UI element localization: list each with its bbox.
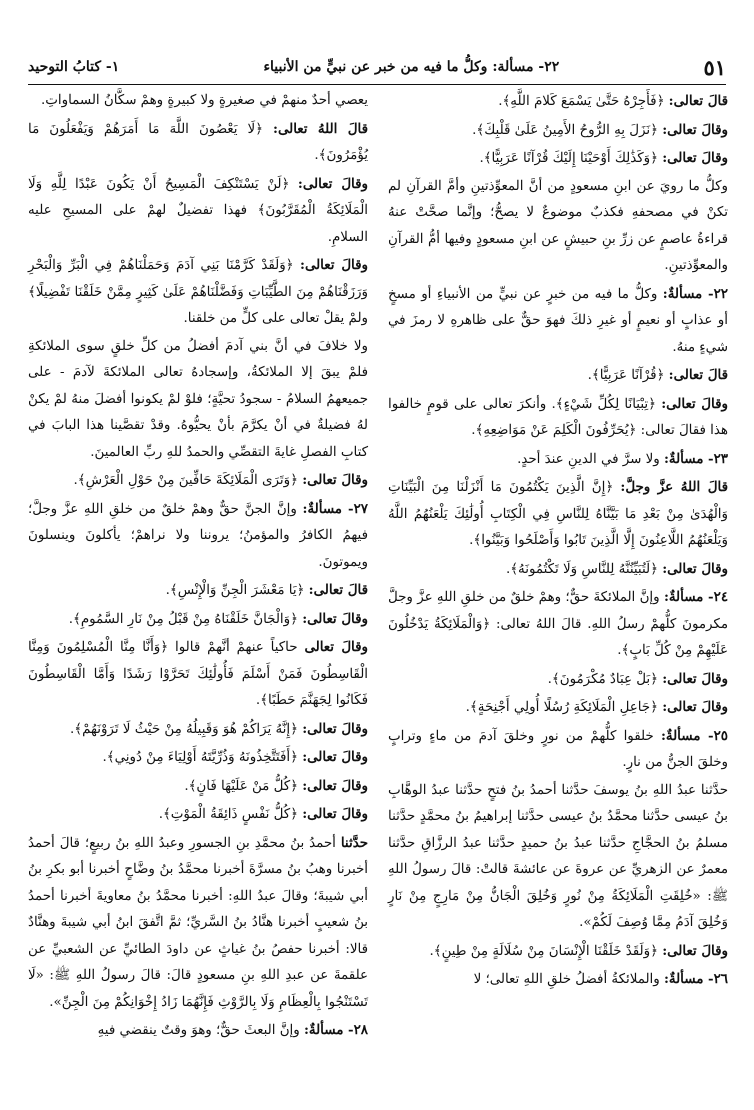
paragraph-lead: ٢٧- مسألةٌ: bbox=[302, 500, 368, 517]
paragraph bbox=[28, 634, 368, 715]
paragraph-lead: ٢٤- مسألةٌ: bbox=[663, 589, 729, 605]
paragraph-lead: وقالَ تعالى: bbox=[662, 699, 728, 715]
paragraph-text: ﴿لَتُبَيِّنُنَّهُ لِلنَّاسِ وَلَا تَكْتُمُونَهُ﴾. bbox=[505, 561, 663, 577]
paragraph-text: ﴿جَاعِلِ الْمَلَائِكَةِ رُسُلًا أُولِي أَجْنِحَةٍ﴾. bbox=[465, 700, 663, 715]
paragraph bbox=[388, 446, 728, 474]
paragraph-lead: وقالَ تعالى: bbox=[662, 670, 728, 687]
paragraph-lead: وقالَ تعالى: bbox=[302, 720, 368, 737]
paragraph-text: ﴿كُلُّ مَنْ عَلَيْهَا فَانٍ﴾. bbox=[184, 778, 303, 794]
paragraph-lead: وقالَ تعالى: bbox=[302, 472, 368, 488]
paragraph bbox=[388, 117, 728, 145]
paragraph-lead: ٢٥- مسألةٌ: bbox=[660, 727, 728, 744]
paragraph bbox=[28, 773, 368, 801]
paragraph-text: ﴿وَلَقَدْ خَلَقْنَا الْإِنْسَانَ مِنْ سُلَالَةٍ مِنْ طِينٍ﴾. bbox=[429, 943, 663, 959]
paragraph-text: وكلُّ ما فيه من خبرٍ عن نبيٍّ من الأنبياءِ أو مسخٍ أو عذابٍ أو نعيمٍ أو غيرِ ذلكَ فهوَ حقٌّ على ظاهرهِ لا رمزَ في شيءٍ منهُ. bbox=[388, 286, 728, 355]
paragraph-text: وإنَّ الملائكةَ حقٌّ؛ وهمْ خلقٌ من خلقِ اللهِ عزَّ وجلَّ مكرمونَ كلُّهمْ رسلُ اللهِ. قالَ اللهُ تعالى: ﴿وَالْمَلَائِكَةُ يَدْخُلُونَ عَلَيْهِمْ مِنْ كُلِّ بَابٍ﴾. bbox=[388, 590, 728, 658]
paragraph bbox=[28, 1017, 368, 1045]
paragraph-lead: وقالَ تعالى: bbox=[302, 806, 368, 822]
paragraph-text: ﴿فَأَجِرْهُ حَتَّىٰ يَسْمَعَ كَلامَ اللَّهِ﴾. bbox=[498, 94, 669, 109]
paragraph bbox=[28, 252, 368, 333]
paragraph-text: أحمدُ بنُ محمَّدِ بنِ الجسورِ وعبدُ اللهِ بنُ ربيعٍ؛ قالَ أحمدُ أخبرنا وهبُ بنُ مسرَّةَ أخبرنا محمَّدُ بنُ وضَّاحٍ أخبرنا أبو بكرِ بنُ أبي شيبةَ؛ وقالَ عبدُ اللهِ: أخبرنا محمَّدُ بنُ معاويةَ أخبرنا أحمدُ بنُ شعيبٍ أخبرنا هنَّادُ بنُ السَّريِّ؛ ثمَّ اتَّفقَ ابنُ أبي شيبةَ وهنَّادٌ قالا: أخبرنا حفصُ بنُ غياثٍ عن داودَ الطائيِّ عن الشعبيِّ عن علقمةَ عن عبدِ اللهِ بنِ مسعودٍ قالَ: قالَ رسولُ اللهِ ﷺ: «لَا تَسْتَنْجُوا بِالْعِظَامِ وَلَا بِالرَّوْثِ فَإِنَّهُمَا زَادُ إِخْوَانِكُمْ مِنَ الْجِنِّ». bbox=[28, 835, 368, 1010]
paragraph-text: حاكياً عنهمْ أنَّهمْ قالوا ﴿وَأَنَّا مِنَّا الْمُسْلِمُونَ وَمِنَّا الْقَاسِطُونَ فَمَنْ أَسْلَمَ فَأُولَٰئِكَ تَحَرَّوْا رَشَدًا وَأَمَّا الْقَاسِطُونَ فَكَانُوا لِجَهَنَّمَ حَطَبًا﴾. bbox=[28, 640, 368, 708]
paragraph bbox=[388, 391, 728, 445]
paragraph-text: ﴿لَنْ يَسْتَنْكِفَ الْمَسِيحُ أَنْ يَكُونَ عَبْدًا لِلَّهِ وَلَا الْمَلَائِكَةُ الْمُقَرَّبُونَ﴾ فهذا تفضيلٌ لهمْ على المسيحِ عليه السلامِ. bbox=[28, 176, 368, 245]
paragraph-text: ﴿بَلْ عِبَادٌ مُكْرَمُونَ﴾. bbox=[547, 671, 663, 687]
paragraph-text: ﴿وَالْجَانَّ خَلَقْنَاهُ مِنْ قَبْلُ مِنْ نَارِ السَّمُومِ﴾. bbox=[68, 611, 303, 627]
paragraph-text: خلقوا كلُّهمْ من نورٍ وخلقَ آدمَ من ماءٍ وترابٍ وخلقَ الجنُّ من نارٍ. bbox=[388, 728, 728, 770]
paragraph bbox=[28, 830, 368, 1017]
paragraph bbox=[28, 467, 368, 495]
page-header bbox=[28, 52, 726, 82]
paragraph-lead: وقالَ تعالى: bbox=[662, 560, 728, 577]
paragraph-lead: وقالَ تعالى: bbox=[661, 395, 728, 412]
paragraph bbox=[388, 556, 728, 584]
left-column bbox=[28, 88, 368, 1046]
paragraph bbox=[28, 116, 368, 170]
paragraph-lead: قالَ تعالى: bbox=[668, 367, 728, 383]
paragraph-lead: قالَ اللهُ عزَّ وجلَّ: bbox=[620, 479, 728, 495]
paragraph bbox=[388, 778, 728, 937]
paragraph-lead: وقالَ تعالى: bbox=[302, 610, 368, 627]
paragraph bbox=[388, 88, 728, 116]
paragraph bbox=[388, 584, 728, 665]
page-number: ٥١ bbox=[703, 54, 726, 80]
paragraph-text: حدَّثنا عبدُ اللهِ بنُ يوسفَ حدَّثنا أحمدُ بنُ فتحٍ حدَّثنا عبدُ الوهَّابِ بنُ عيسى حدَّثنا محمَّدُ بنُ عيسى حدَّثنا إبراهيمُ بنُ محمَّدٍ حدَّثنا مسلمُ بنُ الحجَّاجِ حدَّثنا عبدُ بنُ حميدٍ حدَّثنا عبدُ الرزَّاقِ حدَّثنا معمرٌ عن الزهريِّ عن عروةَ عن عائشةَ قالتْ: قالَ رسولُ اللهِ ﷺ: «خُلِقَتِ الْمَلَائِكَةُ مِنْ نُورٍ وَخُلِقَ الْجَانُّ مِنْ مَارِجٍ مِنْ نَارٍ وَخُلِقَ آدَمُ مِمَّا وُصِفَ لَكُمْ». bbox=[388, 782, 728, 930]
paragraph-lead: قالَ تعالى: bbox=[668, 93, 728, 109]
paragraph-text: ﴿كُلُّ نَفْسٍ ذَائِقَةُ الْمَوْتِ﴾. bbox=[158, 807, 303, 822]
paragraph-lead: ٢٢- مسألةٌ: bbox=[662, 285, 728, 302]
paragraph-lead: وقالَ تعالى: bbox=[300, 257, 368, 273]
paragraph-text: وكلُّ ما رويَ عن ابنِ مسعودٍ من أنَّ المعوِّذتينِ وأمَّ القرآنِ لم تكنْ في مصحفهِ فكذبٌ موضوعٌ لا يصحُّ؛ وإنَّما صحَّتْ عنهُ قراءةُ عاصمٍ عن زرِّ بنِ حبيشٍ عن ابنِ مسعودٍ وفيها أمُّ القرآنِ والمعوِّذتينِ. bbox=[388, 178, 728, 273]
paragraph-lead: ٢٨- مسألةٌ: bbox=[303, 1022, 368, 1038]
paragraph-lead: ٢٦- مسألةٌ: bbox=[663, 971, 728, 987]
paragraph bbox=[388, 174, 728, 280]
paragraph-lead: وقالَ تعالى: bbox=[302, 749, 368, 765]
paragraph-lead: وقالَ تعالى: bbox=[302, 777, 368, 794]
paragraph-lead: وقالَ تعالى bbox=[304, 639, 368, 655]
right-column bbox=[388, 88, 728, 995]
paragraph bbox=[388, 666, 728, 694]
paragraph-text: ﴿تِبْيَانًا لِكُلِّ شَيْءٍ﴾. وأنكرَ تعالى على قومٍ خالفوا هذا فقالَ تعالى: ﴿يُحَرِّفُونَ الْكَلِمَ عَنْ مَوَاضِعِهِ﴾. bbox=[388, 396, 728, 438]
paragraph bbox=[388, 723, 728, 777]
paragraph-text: ﴿قُرْآنًا عَرَبِيًّا﴾. bbox=[587, 368, 669, 383]
paragraph bbox=[28, 577, 368, 605]
book-title: ١- كتابُ التوحيد bbox=[28, 59, 120, 75]
paragraph bbox=[28, 606, 368, 634]
paragraph-lead: وقالَ تعالى: bbox=[662, 942, 728, 959]
paragraph bbox=[388, 694, 728, 722]
paragraph bbox=[388, 938, 728, 966]
paragraph bbox=[28, 496, 368, 577]
paragraph bbox=[28, 744, 368, 772]
paragraph-lead: قالَ اللهُ تعالى: bbox=[273, 120, 368, 137]
paragraph bbox=[28, 171, 368, 252]
paragraph bbox=[28, 716, 368, 744]
paragraph-lead: حدَّثنا bbox=[340, 834, 368, 851]
running-title: ٢٢- مسألة: وكلُّ ما فيه من خبر عن نبيٍّ من الأنبياء bbox=[263, 59, 560, 75]
paragraph bbox=[388, 145, 728, 173]
paragraph-text: ولا سرَّ في الدينِ عندَ أحدٍ. bbox=[517, 451, 664, 467]
paragraph bbox=[388, 966, 728, 994]
paragraph-text: وإنَّ الجنَّ حقٌّ وهمْ خلقٌ من خلقِ اللهِ عزَّ وجلَّ؛ فيهمُ الكافرُ والمؤمنُ؛ يروننا ولا نراهمْ؛ يأكلونَ وينسلونَ ويموتونَ. bbox=[28, 501, 368, 570]
paragraph bbox=[388, 474, 728, 555]
paragraph-lead: وقالَ تعالى: bbox=[662, 121, 728, 138]
paragraph-text: ﴿لَا يَعْصُونَ اللَّهَ مَا أَمَرَهُمْ وَيَفْعَلُونَ مَا يُؤْمَرُونَ﴾. bbox=[28, 121, 368, 163]
paragraph bbox=[28, 334, 368, 467]
paragraph bbox=[28, 801, 368, 829]
paragraph-lead: وقالَ تعالى: bbox=[297, 175, 368, 192]
paragraph-lead: قالَ تعالى: bbox=[308, 582, 368, 598]
paragraph bbox=[388, 281, 728, 362]
paragraph-text: والملائكةُ أفضلُ خلقِ اللهِ تعالى؛ لا bbox=[473, 972, 664, 987]
paragraph-lead: وقالَ تعالى: bbox=[662, 150, 728, 166]
paragraph-text: وإنَّ البعثَ حقٌّ؛ وهوَ وقتٌ ينقضي فيهِ bbox=[97, 1023, 304, 1038]
paragraph-text: ﴿إِنَّهُ يَرَاكُمْ هُوَ وَقَبِيلُهُ مِنْ حَيْثُ لَا تَرَوْنَهُمْ﴾. bbox=[70, 721, 303, 737]
paragraph-lead: ٢٣- مسألةٌ: bbox=[663, 450, 728, 467]
paragraph bbox=[28, 88, 368, 115]
paragraph-text: ﴿نَزَلَ بِهِ الرُّوحُ الأَمِينُ عَلَىٰ قَلْبِكَ﴾. bbox=[472, 122, 663, 138]
paragraph-text: ولا خلافَ في أنَّ بني آدمَ أفضلُ من كلِّ خلقٍ سوى الملائكةِ فلمْ يبقَ إلا الملائكةُ، وإسجادهُ تعالى الملائكةَ لآدمَ - على جميعهمُ السلامُ - سجودُ تحيَّةٍ؛ فلوْ لمْ يكونوا أفضلَ منهُ لمْ يكنْ لهُ فضيلةٌ في أنْ يكرَّمَ بأنْ يحيُّوهُ. وقدْ تقصَّينا هذا البابَ في كتابِ الفصلِ غايةَ التقصِّي والحمدُ للهِ ربِّ العالمينَ. bbox=[28, 338, 368, 460]
paragraph-text: يعصي أحدٌ منهمْ في صغيرةٍ ولا كبيرةٍ وهمْ سكَّانُ السماواتِ. bbox=[41, 93, 368, 108]
paragraph-text: ﴿وَكَذَٰلِكَ أَوْحَيْنَا إِلَيْكَ قُرْآنًا عَرَبِيًّا﴾. bbox=[479, 151, 663, 166]
paragraph-text: ﴿وَتَرَى الْمَلَائِكَةَ حَافِّينَ مِنْ حَوْلِ الْعَرْشِ﴾. bbox=[73, 473, 303, 488]
paragraph-text: ﴿يَا مَعْشَرَ الْجِنِّ وَالْإِنْسِ﴾. bbox=[165, 583, 309, 598]
header-rule bbox=[28, 84, 726, 85]
paragraph bbox=[388, 362, 728, 390]
paragraph-text: ﴿إِنَّ الَّذِينَ يَكْتُمُونَ مَا أَنْزَلْنَا مِنَ الْبَيِّنَاتِ وَالْهُدَىٰ مِنْ بَعْدِ مَا بَيَّنَّاهُ لِلنَّاسِ فِي الْكِتَابِ أُولَٰئِكَ يَلْعَنُهُمُ اللَّهُ وَيَلْعَنُهُمُ اللَّاعِنُونَ إِلَّا الَّذِينَ تَابُوا وَأَصْلَحُوا وَبَيَّنُوا﴾. bbox=[388, 480, 728, 548]
paragraph-text: ﴿أَفَتَتَّخِذُونَهُ وَذُرِّيَّتَهُ أَوْلِيَاءَ مِنْ دُونِي﴾. bbox=[102, 750, 303, 765]
paragraph-text: ﴿وَلَقَدْ كَرَّمْنَا بَنِي آدَمَ وَحَمَلْنَاهُمْ فِي الْبَرِّ وَالْبَحْرِ وَرَزَقْنَاهُمْ مِنَ الطَّيِّبَاتِ وَفَضَّلْنَاهُمْ عَلَىٰ كَثِيرٍ مِمَّنْ خَلَقْنَا تَفْضِيلًا﴾ ولمْ يقلْ تعالى على كلٍّ من خلقنا. bbox=[28, 258, 368, 326]
